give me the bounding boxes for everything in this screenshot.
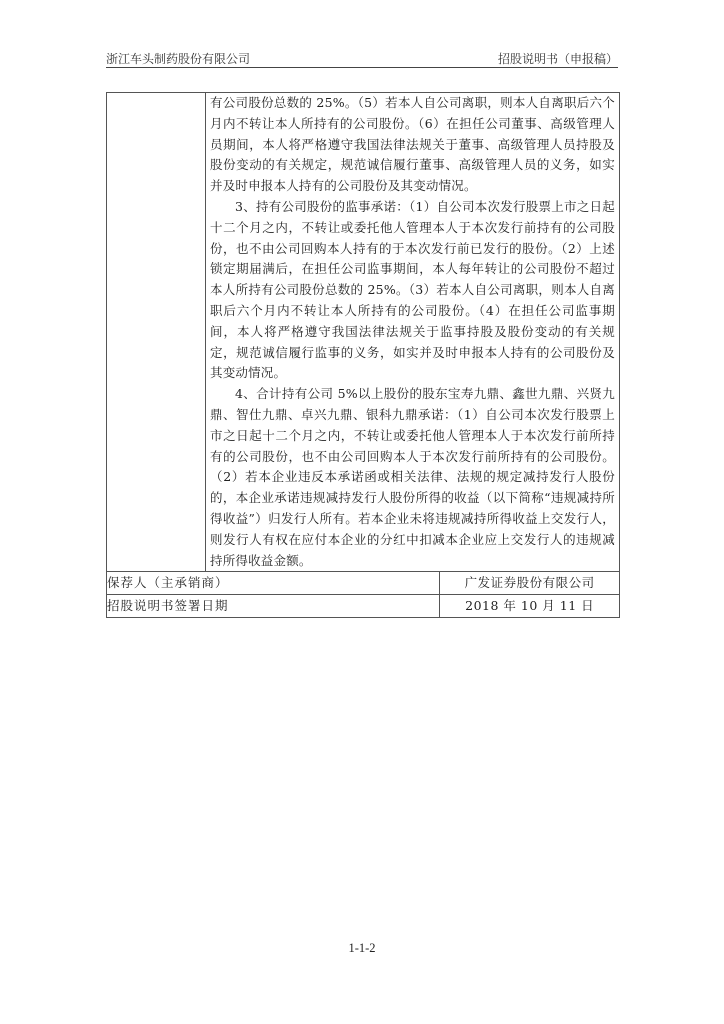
commitment-label-cell — [107, 93, 206, 572]
header-divider — [106, 67, 618, 68]
signing-date-value: 2018 年 10 月 11 日 — [440, 595, 620, 618]
commitment-row — [107, 93, 620, 572]
commitment-paragraph-1: 有公司股份总数的 25%。（5）若本人自公司离职，则本人自离职后六个月内不转让本人所持有的公司股份。（6）在担任公司董事、高级管理人员期间，本人将严格遵守我国法律法规关于董事、高级管理人员持股及股份变动的有关规定，规范诚信履行董事、高级管理人员的义务，如实并及时申报本人持有的公司股份及其变动情况。 — [210, 95, 615, 194]
commitment-paragraph-3: 4、合计持有公司 5%以上股份的股东宝寿九鼎、鑫世九鼎、兴贤九鼎、智仕九鼎、卓兴九鼎、银科九鼎承诺：（1）自公司本次发行股票上市之日起十二个月之内，不转让或委托他人管理本人于本次发行前所持有的公司股份，也不由公司回购本人于本次发行前所持有的公司股份。（2）若本企业违反本承诺函或相关法律、法规的规定减持发行人股份的，本企业承诺违规减持发行人股份所得的收益（以下简称“违规减持所得收益”）归发行人所有。若本企业未将违规减持所得收益上交发行人，则发行人有权在应付本企业的分红中扣减本企业应上交发行人的违规减持所得收益金额。 — [210, 386, 615, 568]
commitment-content-cell — [206, 93, 620, 572]
prospectus-info-table — [106, 92, 620, 618]
signing-date-label: 招股说明书签署日期 — [107, 595, 440, 618]
page-number: 1-1-2 — [348, 941, 376, 955]
header-document-title: 招股说明书（申报稿） — [497, 52, 618, 66]
sponsor-value: 广发证券股份有限公司 — [440, 572, 620, 595]
header-company-name: 浙江车头制药股份有限公司 — [106, 52, 251, 66]
sponsor-label: 保荐人（主承销商） — [107, 572, 440, 595]
signing-date-row — [107, 595, 620, 618]
sponsor-row — [107, 572, 620, 595]
commitment-paragraph-2: 3、持有公司股份的监事承诺：（1）自公司本次发行股票上市之日起十二个月之内，不转让或委托他人管理本人于本次发行前持有的公司股份，也不由公司回购本人持有的于本次发行前已发行的股份。（2）上述锁定期届满后，在担任公司监事期间，本人每年转让的公司股份不超过本人所持有公司股份总数的 25%。（3）若本人自公司离职，则本人自离职后六个月内不转让本人所持有的公司股份。（4）在担任公司监事期间，本人将严格遵守我国法律法规关于监事持股及股份变动的有关规定，规范诚信履行监事的义务，如实并及时申报本人持有的公司股份及其变动情况。 — [210, 198, 615, 381]
